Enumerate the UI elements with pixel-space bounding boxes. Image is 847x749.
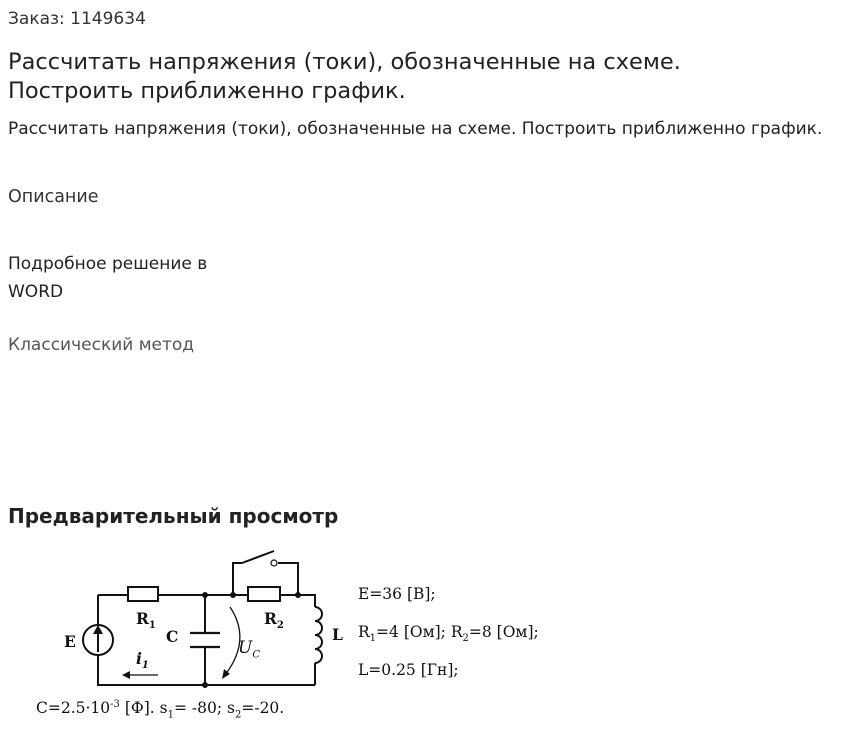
node-2 [202,682,208,688]
param-r: $R_1=4$ [Ом]; $R_2=8$ [Ом]; [358,623,539,645]
solution-line-1: Подробное решение в [8,254,208,274]
label-uc: $U_C$ [238,638,260,661]
preview-heading: Предварительный просмотр [8,504,339,528]
inductor-coil [315,607,322,669]
param-l: L=0.25 [Гн]; [358,661,459,679]
label-i1: $i_1$ [136,649,149,672]
label-c: C [166,627,179,646]
node-1 [202,592,208,598]
solution-note [8,250,248,306]
order-number: Заказ: 1149634 [8,9,146,29]
method-label: Классический метод [8,335,195,355]
current-arrowhead [122,671,130,679]
label-r2: $R_2$ [264,609,284,632]
title-line-1: Рассчитать напряжения (токи), обозначенные на схеме. [8,49,681,75]
description-label: Описание [8,187,99,207]
param-c: $C=2.5\cdot 10^{-3}$ [Ф]. $s_1= -80$; $s_2=-20$. [36,699,285,721]
switch-wire-left [233,563,242,595]
switch-contact [271,560,277,566]
title-line-2: Построить приближенно график. [8,78,406,104]
label-e: E [64,632,76,651]
param-e: E=36 [В]; [358,585,436,603]
solution-line-2: WORD [8,282,64,302]
resistor-r1 [128,587,158,601]
node-3 [230,592,236,598]
page-title [8,48,838,106]
switch-blade [242,551,274,563]
resistor-r2 [248,587,280,601]
label-l: L [332,625,343,644]
task-description: Рассчитать напряжения (токи), обозначенные на схеме. Построить приближенно график. [8,119,823,139]
preview-image [30,545,550,735]
node-4 [295,592,301,598]
label-r1: $R_1$ [136,609,156,632]
